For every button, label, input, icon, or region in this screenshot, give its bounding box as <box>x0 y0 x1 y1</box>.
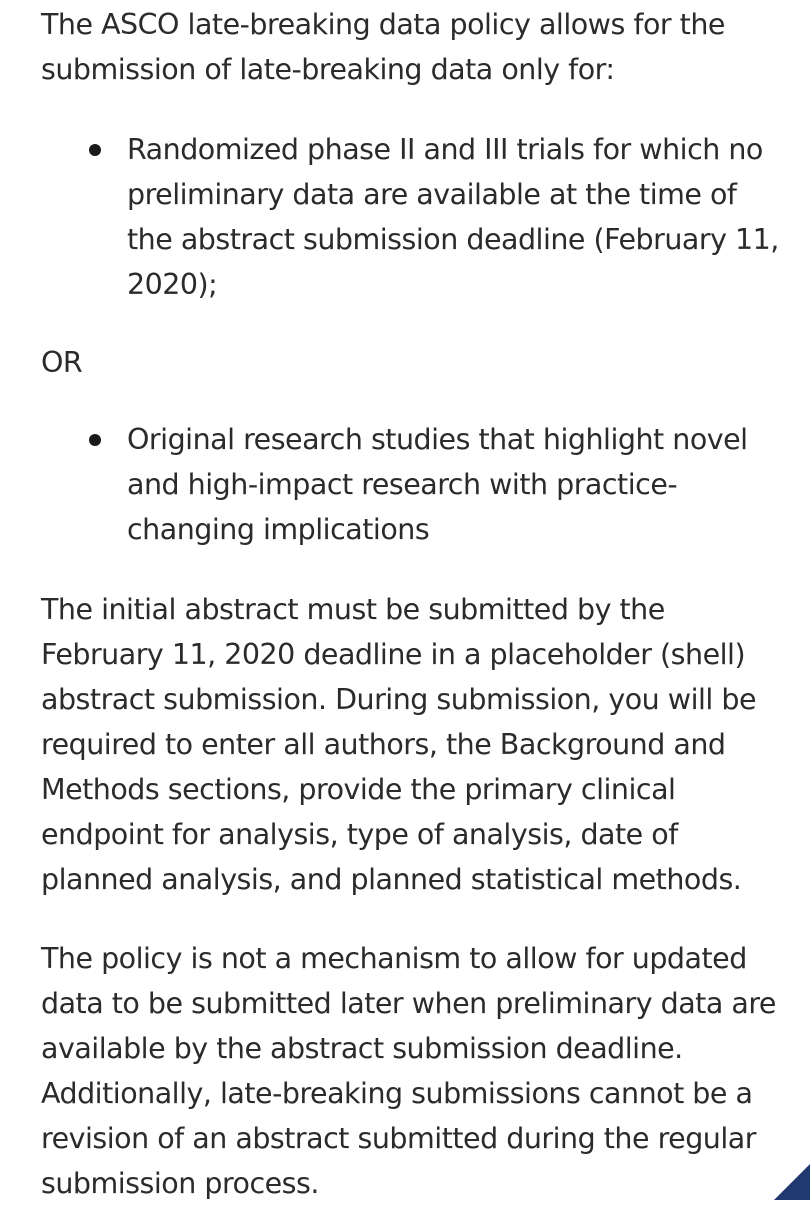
bullet-icon <box>89 144 101 156</box>
criteria-list-1 <box>41 127 781 307</box>
list-item <box>41 417 781 552</box>
or-separator: OR <box>41 346 83 379</box>
intro-paragraph: The ASCO late-breaking data policy allows for the submission of late-breaking data only for: <box>41 8 725 86</box>
policy-paragraph: The policy is not a mechanism to allow for updated data to be submitted later when preliminary data are available by the abstract submission deadline. Additionally, late-breaking submissions cannot be a revision of an abstract submitted during the regular submission process. <box>41 942 776 1200</box>
article-body <box>41 0 781 1206</box>
criteria-list-2 <box>41 417 781 552</box>
list-item <box>41 127 781 307</box>
submission-paragraph: The initial abstract must be submitted by the February 11, 2020 deadline in a placeholder (shell) abstract submission. During submission, you will be required to enter all authors, the Background and Methods sections, provide the primary clinical endpoint for analysis, type of analysis, date of planned analysis, and planned statistical methods. <box>41 593 757 896</box>
bullet-icon <box>89 434 101 446</box>
corner-accent-icon <box>774 1164 810 1200</box>
list-item-text: Randomized phase II and III trials for which no preliminary data are available at the time of the abstract submission deadline (February 11, 2020); <box>127 133 779 301</box>
list-item-text: Original research studies that highlight novel and high-impact research with practice-changing implications <box>127 423 748 546</box>
